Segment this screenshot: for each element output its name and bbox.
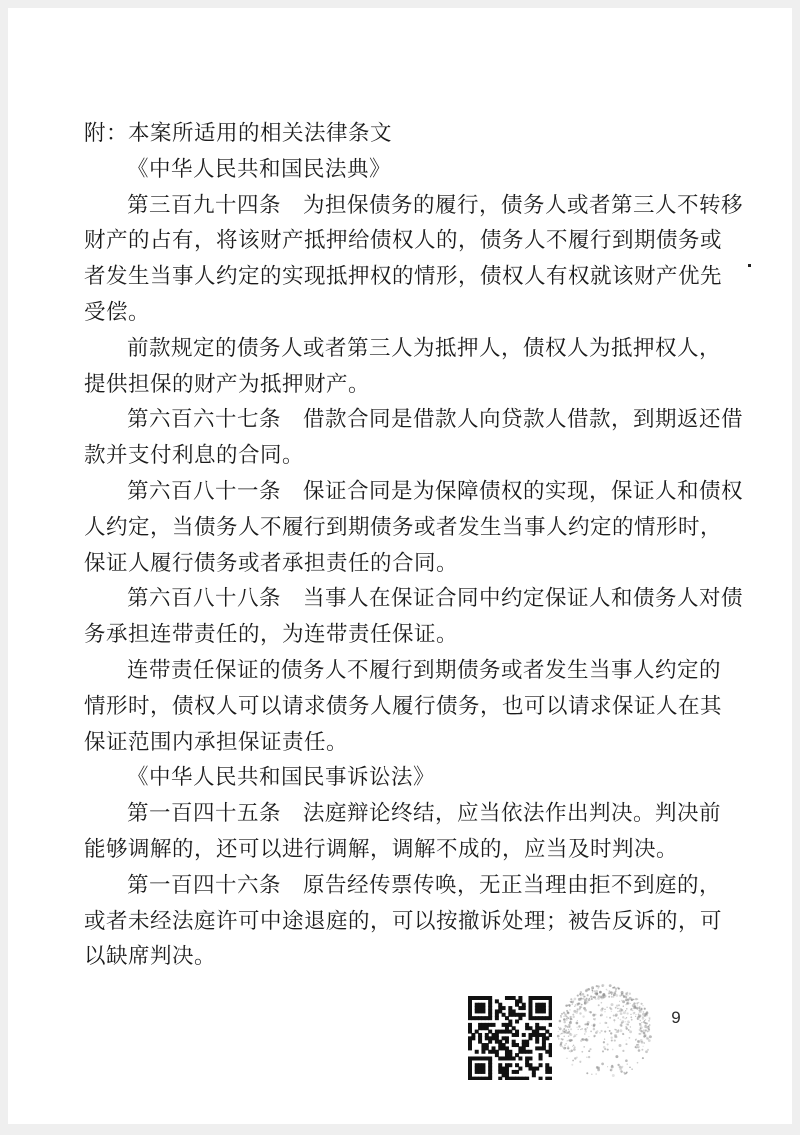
doc-line: 《中华人民共和国民法典》 — [127, 156, 392, 181]
doc-line: 提供担保的财产为抵押财产。 — [84, 371, 371, 396]
doc-line: 款并支付利息的合同。 — [84, 443, 305, 468]
seal-stamp-icon — [556, 980, 654, 1078]
doc-line: 第六百八十一条 保证合同是为保障债权的实现，保证人和债权 — [127, 478, 744, 503]
doc-line: 保证人履行债务或者承担责任的合同。 — [84, 550, 459, 575]
seal-stamp-graphic — [556, 980, 654, 1078]
doc-line: 财产的占有，将该财产抵押给债权人的，债务人不履行到期债务或 — [84, 228, 723, 253]
doc-line: 能够调解的，还可以进行调解，调解不成的，应当及时判决。 — [84, 836, 679, 861]
page-number: 9 — [671, 1008, 681, 1027]
doc-line: 者发生当事人约定的实现抵押权的情形，债权人有权就该财产优先 — [84, 264, 723, 289]
doc-line: 第一百四十六条 原告经传票传唤，无正当理由拒不到庭的， — [127, 872, 722, 897]
doc-line: 以缺席判决。 — [84, 944, 217, 969]
doc-line: 受偿。 — [84, 299, 151, 324]
doc-line: 第六百六十七条 借款合同是借款人向贷款人借款，到期返还借 — [127, 407, 744, 432]
doc-line: 保证范围内承担保证责任。 — [84, 729, 349, 754]
doc-line: 第三百九十四条 为担保债务的履行，债务人或者第三人不转移 — [127, 192, 744, 217]
doc-line: 附：本案所适用的相关法律条文 — [84, 121, 393, 145]
doc-line: 前款规定的债务人或者第三人为抵押人，债权人为抵押权人， — [127, 335, 722, 360]
qr-code-graphic — [468, 996, 552, 1080]
doc-line: 连带责任保证的债务人不履行到期债务或者发生当事人约定的 — [127, 657, 722, 682]
doc-line: 《中华人民共和国民事诉讼法》 — [127, 765, 436, 790]
doc-line: 情形时，债权人可以请求债务人履行债务，也可以请求保证人在其 — [84, 693, 723, 718]
doc-line: 务承担连带责任的，为连带责任保证。 — [84, 622, 459, 647]
scan-artifact-dot — [748, 264, 751, 267]
doc-line: 第六百八十八条 当事人在保证合同中约定保证人和债务人对债 — [127, 586, 744, 611]
doc-line: 或者未经法庭许可中途退庭的，可以按撤诉处理；被告反诉的，可 — [84, 908, 723, 933]
doc-line: 人约定，当债务人不履行到期债务或者发生当事人约定的情形时， — [84, 514, 723, 539]
legal-text-block — [84, 116, 744, 975]
document-page — [8, 8, 792, 1124]
qr-code-icon — [468, 996, 552, 1080]
doc-line: 第一百四十五条 法庭辩论终结，应当依法作出判决。判决前 — [127, 801, 722, 826]
